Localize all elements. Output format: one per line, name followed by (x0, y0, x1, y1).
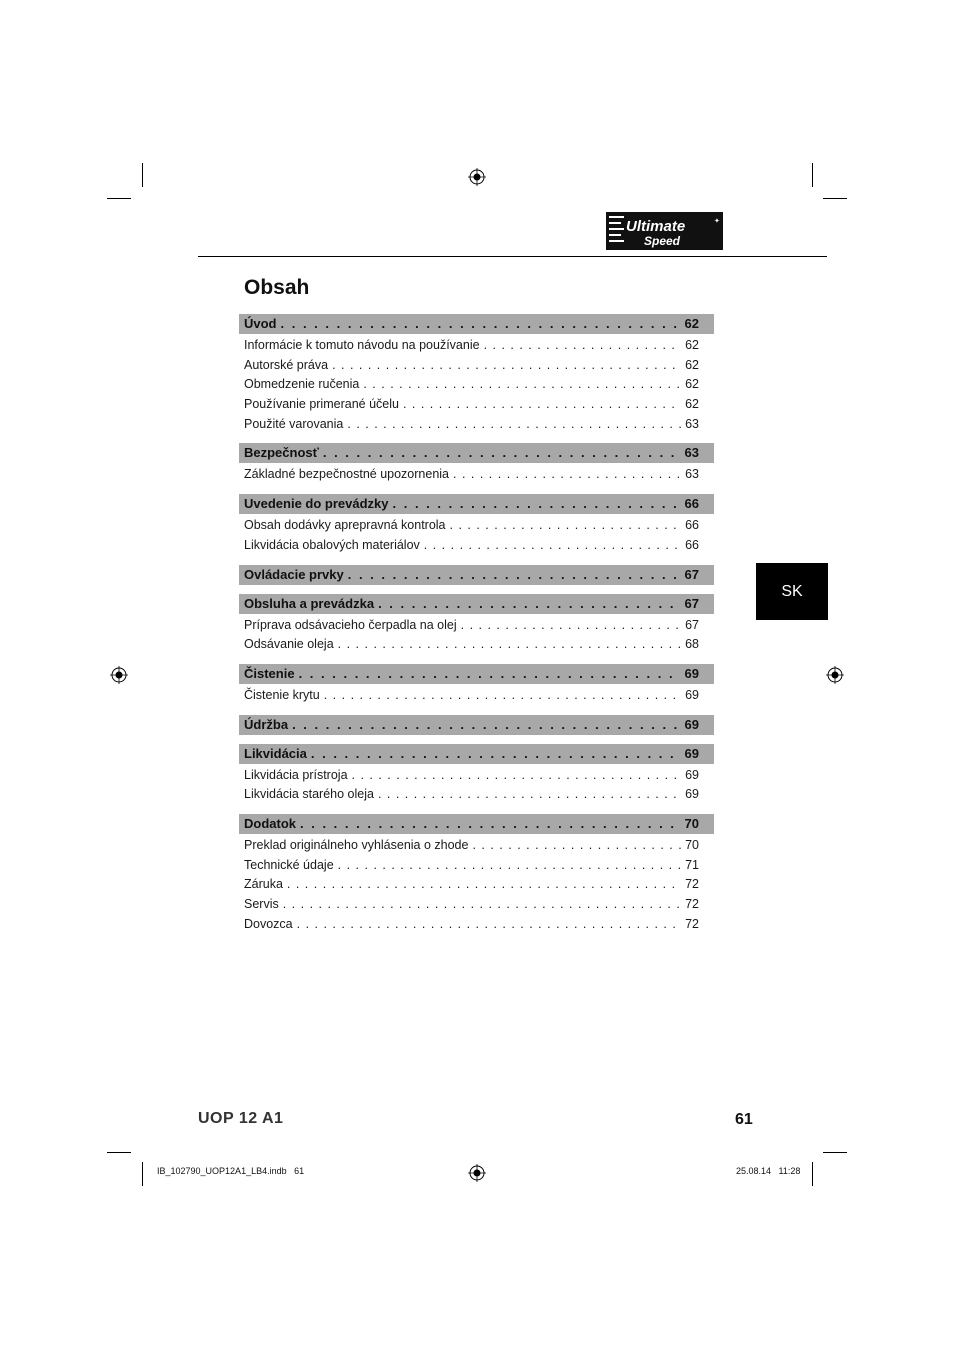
toc-entry-page: 62 (685, 377, 699, 392)
toc-section-items (239, 463, 714, 485)
toc-entry-label: Preklad originálneho vyhlásenia o zhode (244, 837, 469, 852)
toc-leader-dots (378, 594, 680, 614)
toc-leader-dots (300, 814, 681, 834)
toc-entry-label: Používanie primerané účelu (244, 397, 399, 412)
toc-entry-page: 69 (685, 767, 699, 782)
toc-section-heading[interactable] (239, 494, 714, 514)
toc-entry-page: 72 (685, 877, 699, 892)
registration-mark-icon (468, 1164, 486, 1182)
toc-section-items (239, 614, 714, 655)
toc-section (239, 443, 714, 485)
toc-entry-page: 69 (685, 787, 699, 802)
toc-section-title: Bezpečnosť (244, 445, 319, 461)
toc-leader-dots (461, 616, 681, 636)
toc-entry[interactable] (239, 895, 714, 915)
toc-leader-dots (403, 395, 681, 415)
page-number: 61 (735, 1111, 753, 1128)
toc-entry-page: 72 (685, 916, 699, 931)
toc-entry[interactable] (239, 635, 714, 655)
toc-leader-dots (347, 415, 681, 435)
toc-section-title: Likvidácia (244, 745, 307, 761)
toc-leader-dots (453, 465, 681, 485)
language-tab-label: SK (781, 582, 803, 600)
toc-leader-dots (450, 516, 682, 536)
toc-leader-dots (332, 356, 681, 376)
toc-entry[interactable] (239, 336, 714, 356)
toc-section-page: 67 (684, 566, 699, 582)
toc-leader-dots (378, 785, 681, 805)
toc-section (239, 814, 714, 934)
toc-leader-dots (297, 915, 681, 935)
model-name: UOP 12 A1 (198, 1110, 284, 1127)
toc-entry-label: Použité varovania (244, 416, 344, 431)
toc-leader-dots (424, 536, 681, 556)
toc-entry-page: 66 (685, 518, 699, 533)
toc-entry-page: 62 (685, 338, 699, 352)
toc-entry[interactable] (239, 465, 714, 485)
toc-entry[interactable] (239, 785, 714, 805)
toc-entry-label: Technické údaje (244, 857, 334, 872)
crop-mark (823, 198, 847, 199)
toc-leader-dots (338, 635, 681, 655)
toc-section (239, 565, 714, 585)
toc-entry-page: 63 (685, 467, 699, 482)
toc-section-heading[interactable] (239, 314, 714, 334)
toc-section-page: 66 (684, 496, 699, 512)
toc-leader-dots (299, 664, 681, 684)
toc-entry-page: 66 (685, 537, 699, 552)
toc-entry-label: Príprava odsávacieho čerpadla na olej (244, 617, 457, 632)
toc-entry-page: 68 (685, 637, 699, 652)
toc-section-title: Uvedenie do prevádzky (244, 496, 389, 512)
toc-section-title: Údržba (244, 716, 289, 732)
toc-section-heading[interactable] (239, 664, 714, 684)
toc-entry[interactable] (239, 415, 714, 435)
toc-section-title: Úvod (244, 316, 277, 331)
toc-leader-dots (363, 375, 681, 395)
registration-mark-icon (468, 168, 486, 186)
toc-entry-page: 69 (685, 687, 699, 702)
language-tab (756, 563, 828, 620)
registration-mark-icon (826, 666, 844, 684)
toc-entry-page: 62 (685, 397, 699, 412)
toc-section-title: Dodatok (244, 815, 296, 831)
toc-entry-label: Informácie k tomuto návodu na používanie (244, 338, 480, 352)
toc-entry[interactable] (239, 766, 714, 786)
toc-leader-dots (287, 875, 681, 895)
toc-section-heading[interactable] (239, 744, 714, 764)
toc-entry-page: 71 (685, 857, 699, 872)
toc-entry-page: 70 (685, 837, 699, 852)
toc-section-items (239, 334, 714, 434)
toc-section-page: 62 (684, 316, 699, 331)
toc-entry-page: 63 (685, 416, 699, 431)
crop-mark (107, 1152, 131, 1153)
toc-section-title: Čistenie (244, 665, 295, 681)
page-title: Obsah (244, 276, 310, 299)
toc-entry-label: Servis (244, 897, 279, 911)
toc-entry-label: Dovozca (244, 916, 293, 931)
crop-mark (823, 1152, 847, 1153)
toc-entry-label: Likvidácia starého oleja (244, 787, 374, 802)
toc-entry-label: Základné bezpečnostné upozornenia (244, 467, 450, 482)
toc-section-page: 69 (684, 745, 699, 761)
toc-entry[interactable] (239, 536, 714, 556)
crop-mark (142, 163, 143, 187)
logo-line-1: Ultimate (626, 218, 686, 235)
toc-entry[interactable] (239, 375, 714, 395)
toc-leader-dots (338, 856, 681, 876)
toc-section-heading[interactable] (239, 814, 714, 834)
toc-section (239, 314, 714, 434)
toc-section-items (239, 514, 714, 555)
toc-entry-page: 62 (685, 357, 699, 372)
toc-leader-dots (484, 336, 682, 356)
toc-section-title: Obsluha a prevádzka (244, 595, 375, 611)
toc-section-title: Ovládacie prvky (244, 566, 344, 582)
toc-section-heading[interactable] (239, 443, 714, 463)
toc-entry-label: Autorské práva (244, 357, 329, 372)
toc-leader-dots (281, 314, 681, 334)
toc-section-items (239, 684, 714, 706)
toc-entry[interactable] (239, 856, 714, 876)
toc-entry-label: Obsah dodávky aprepravná kontrola (244, 518, 446, 533)
registration-mark-icon (110, 666, 128, 684)
toc-leader-dots (352, 766, 682, 786)
toc-section-page: 69 (684, 716, 699, 732)
toc-section-items (239, 764, 714, 805)
toc-entry[interactable] (239, 516, 714, 536)
crop-mark (107, 198, 131, 199)
toc-section (239, 744, 714, 805)
toc-section (239, 594, 714, 655)
toc-leader-dots (472, 836, 681, 856)
toc-leader-dots (311, 744, 681, 764)
table-of-contents (239, 314, 714, 943)
toc-section-page: 67 (684, 595, 699, 611)
toc-entry-label: Záruka (244, 877, 283, 892)
print-date-info: 25.08.14 11:28 (736, 1166, 801, 1176)
toc-entry[interactable] (239, 356, 714, 376)
toc-entry[interactable] (239, 395, 714, 415)
toc-entry-page: 67 (685, 617, 699, 632)
crop-mark (812, 1162, 813, 1186)
toc-leader-dots (393, 494, 681, 514)
logo-line-2: Speed (644, 234, 681, 248)
crop-mark (812, 163, 813, 187)
toc-entry[interactable] (239, 915, 714, 935)
toc-leader-dots (292, 715, 680, 735)
toc-entry-page: 72 (685, 897, 699, 911)
crop-mark (142, 1162, 143, 1186)
ultimate-speed-logo (606, 212, 723, 250)
toc-section-page: 63 (684, 445, 699, 461)
toc-entry[interactable] (239, 686, 714, 706)
toc-entry-label: Obmedzenie ručenia (244, 377, 360, 392)
toc-entry-label: Odsávanie oleja (244, 637, 334, 652)
toc-leader-dots (324, 686, 681, 706)
toc-section-heading[interactable] (239, 565, 714, 585)
toc-entry-label: Likvidácia prístroja (244, 767, 348, 782)
toc-entry-label: Likvidácia obalových materiálov (244, 537, 420, 552)
print-file-info: IB_102790_UOP12A1_LB4.indb 61 (157, 1166, 305, 1176)
toc-section-heading[interactable] (239, 715, 714, 735)
toc-section-page: 69 (684, 665, 699, 681)
toc-section-page: 70 (684, 815, 699, 831)
toc-section (239, 664, 714, 706)
toc-leader-dots (323, 443, 681, 463)
toc-section-heading[interactable] (239, 594, 714, 614)
toc-section (239, 715, 714, 735)
toc-section-items (239, 834, 714, 934)
header-rule (198, 256, 827, 257)
toc-section (239, 494, 714, 555)
toc-leader-dots (348, 565, 681, 585)
toc-leader-dots (283, 895, 681, 915)
toc-entry[interactable] (239, 836, 714, 856)
svg-text:✦: ✦ (714, 217, 720, 225)
toc-entry-label: Čistenie krytu (244, 687, 320, 702)
toc-entry[interactable] (239, 616, 714, 636)
toc-entry[interactable] (239, 875, 714, 895)
